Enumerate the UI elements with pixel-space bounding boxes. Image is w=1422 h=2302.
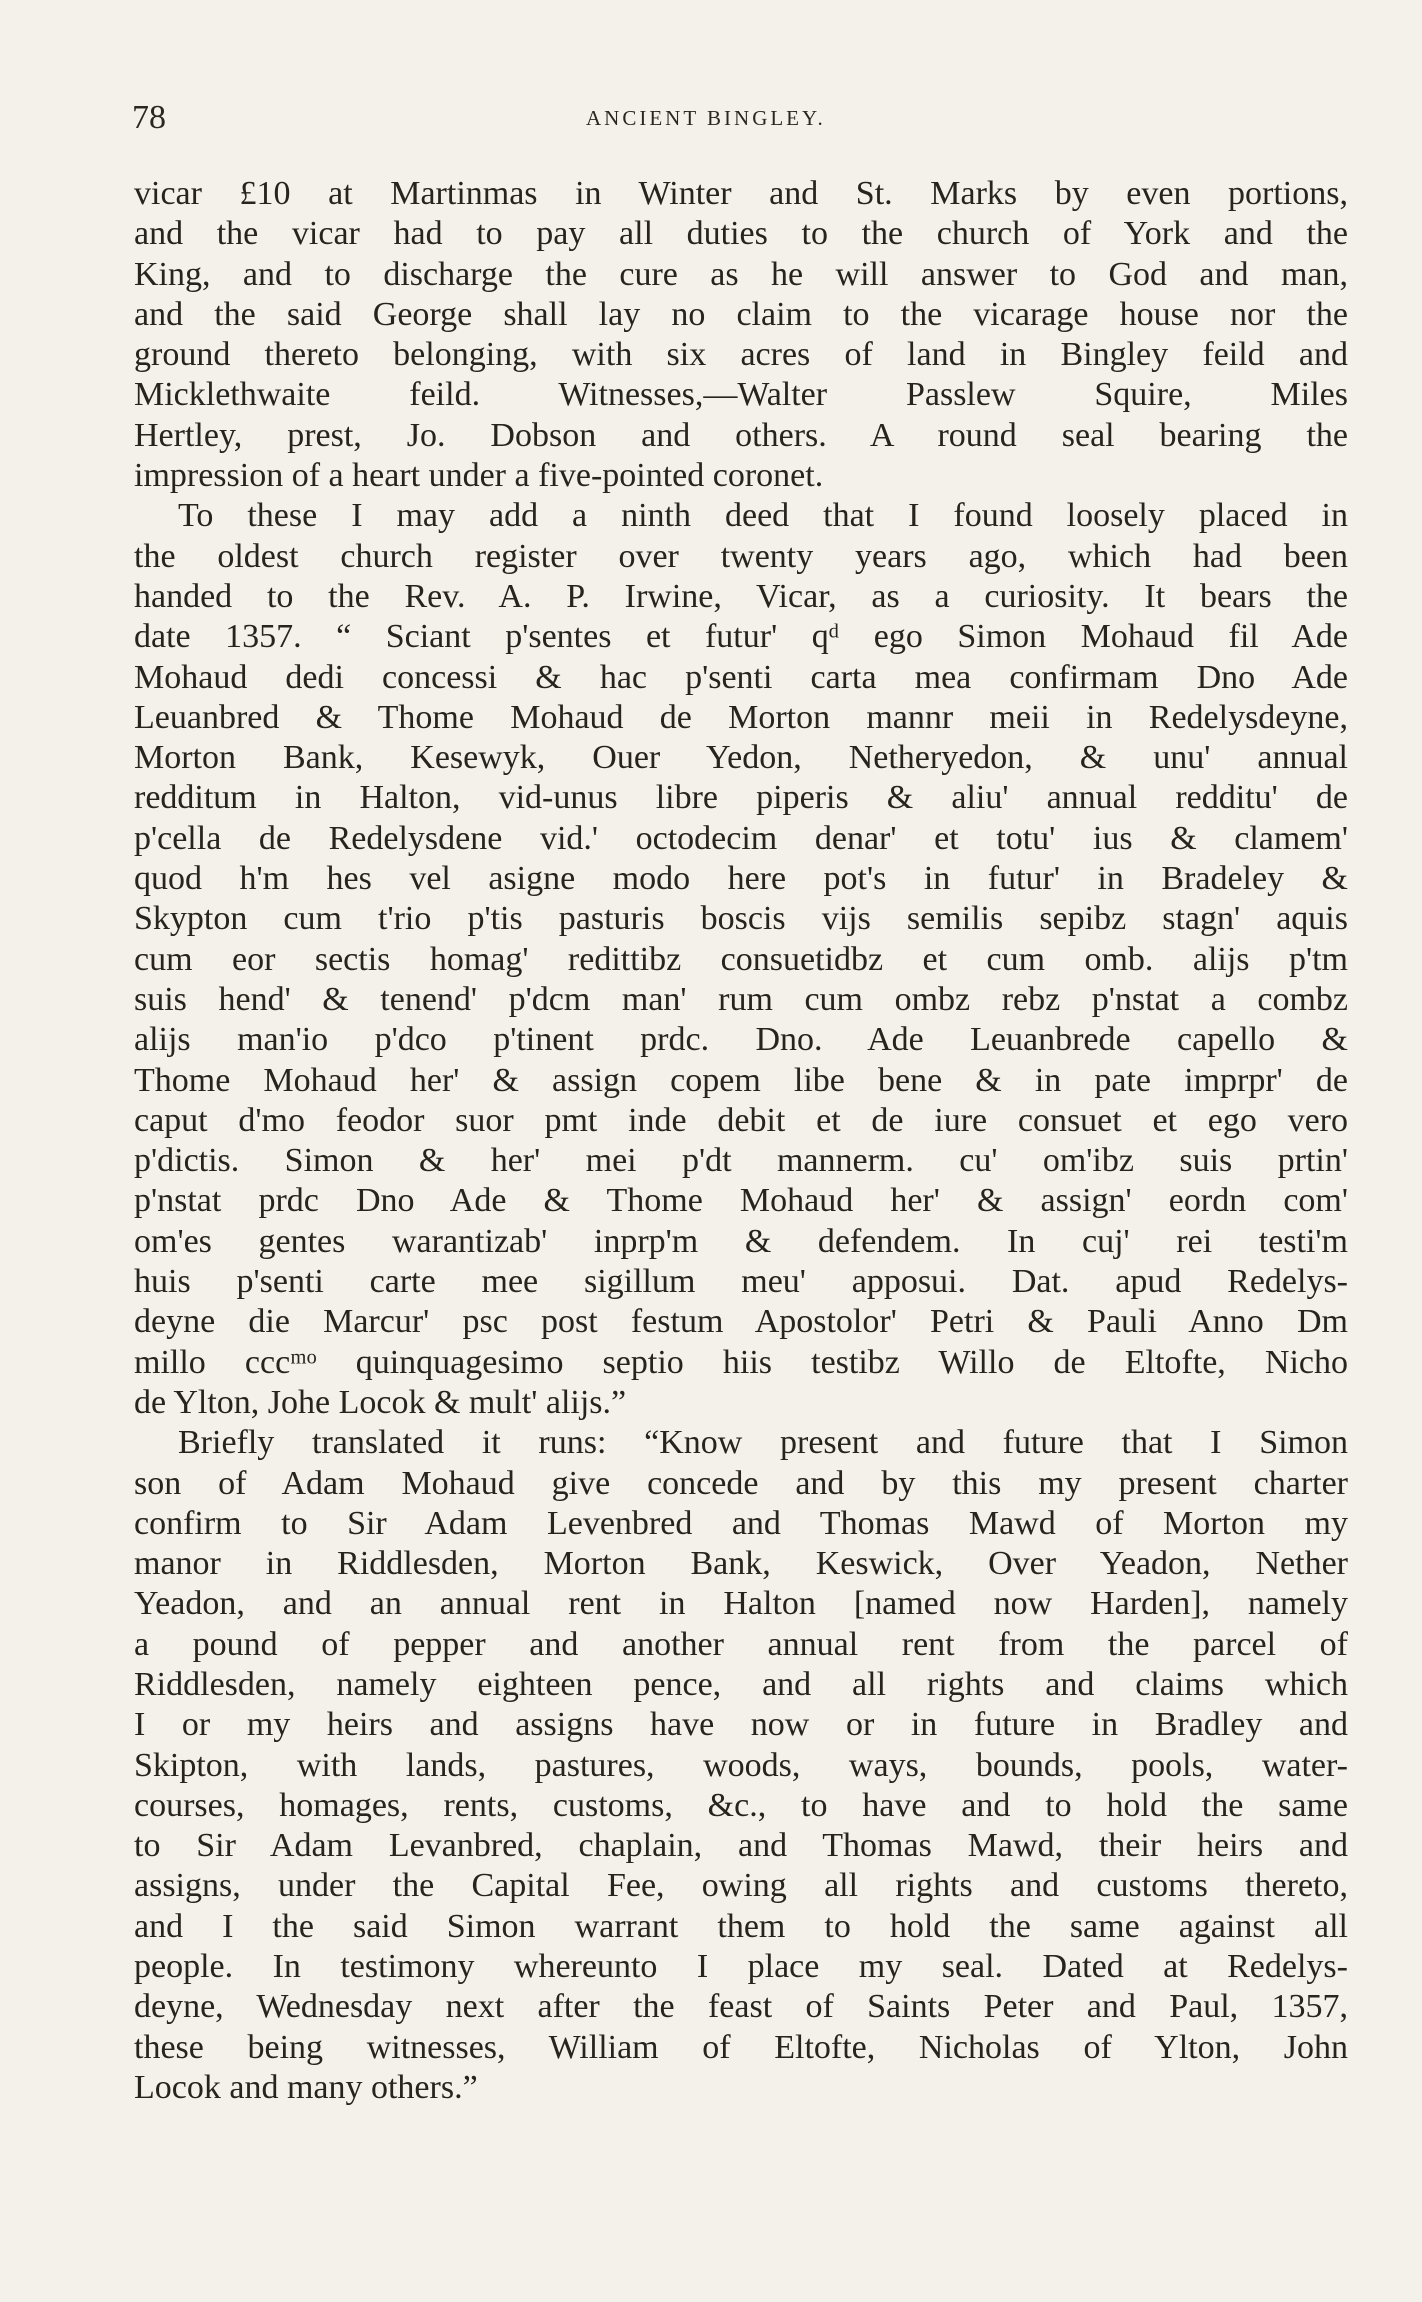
text-line: Skypton cum t'rio p'tis pasturis boscis vijs semilis sepibz stagn' aquis bbox=[134, 900, 1348, 938]
text-line: King, and to discharge the cure as he will answer to God and man, bbox=[134, 255, 1348, 293]
text-line: cum eor sectis homag' redittibz consuetidbz et cum omb. alijs p'tm bbox=[134, 940, 1348, 978]
text-line: Locok and many others.” bbox=[134, 2068, 478, 2106]
text-line: om'es gentes warantizab' inprp'm & defendem. In cuj' rei testi'm bbox=[134, 1222, 1348, 1260]
text-line: p'cella de Redelysdene vid.' octodecim denar' et totu' ius & clamem' bbox=[134, 819, 1348, 857]
text-line: millo cccᵐᵒ quinquagesimo septio hiis testibz Willo de Eltofte, Nicho bbox=[134, 1343, 1348, 1381]
text-line: Mohaud dedi concessi & hac p'senti carta mea confirmam Dno Ade bbox=[134, 658, 1348, 696]
text-line: to Sir Adam Levanbred, chaplain, and Thomas Mawd, their heirs and bbox=[134, 1827, 1348, 1865]
text-line: Riddlesden, namely eighteen pence, and all rights and claims which bbox=[134, 1665, 1348, 1703]
text-line: huis p'senti carte mee sigillum meu' apposui. Dat. apud Redelys- bbox=[134, 1263, 1348, 1301]
text-line: son of Adam Mohaud give concede and by this my present charter bbox=[134, 1464, 1348, 1502]
paragraph bbox=[134, 496, 1348, 1423]
text-line: deyne die Marcur' psc post festum Apostolor' Petri & Pauli Anno Dm bbox=[134, 1303, 1348, 1341]
text-line: de Ylton, Johe Locok & mult' alijs.” bbox=[134, 1383, 627, 1421]
text-line: and the vicar had to pay all duties to the church of York and the bbox=[134, 215, 1348, 253]
text-line: handed to the Rev. A. P. Irwine, Vicar, as a curiosity. It bears the bbox=[134, 577, 1348, 615]
text-line: Thome Mohaud her' & assign copem libe bene & in pate imprpr' de bbox=[134, 1061, 1348, 1099]
text-line: assigns, under the Capital Fee, owing all rights and customs thereto, bbox=[134, 1867, 1348, 1905]
text-line: I or my heirs and assigns have now or in future in Bradley and bbox=[134, 1706, 1348, 1744]
running-title: ANCIENT BINGLEY. bbox=[586, 106, 826, 130]
paragraph bbox=[134, 174, 1348, 496]
text-line: these being witnesses, William of Eltofte, Nicholas of Ylton, John bbox=[134, 2028, 1348, 2066]
text-line: To these I may add a ninth deed that I found loosely placed in bbox=[178, 497, 1348, 535]
text-line: Morton Bank, Kesewyk, Ouer Yedon, Netheryedon, & unu' annual bbox=[134, 739, 1348, 777]
text-line: Briefly translated it runs: “Know present and future that I Simon bbox=[178, 1424, 1348, 1462]
text-line: vicar £10 at Martinmas in Winter and St. Marks by even portions, bbox=[134, 175, 1348, 212]
text-line: courses, homages, rents, customs, &c., to have and to hold the same bbox=[134, 1786, 1348, 1824]
text-line: deyne, Wednesday next after the feast of Saints Peter and Paul, 1357, bbox=[134, 1988, 1348, 2026]
text-line: Hertley, prest, Jo. Dobson and others. A round seal bearing the bbox=[134, 416, 1348, 454]
text-line: caput d'mo feodor suor pmt inde debit et de iure consuet et ego vero bbox=[134, 1101, 1348, 1139]
body-text bbox=[134, 174, 1348, 2108]
text-line: redditum in Halton, vid-unus libre piperis & aliu' annual redditu' de bbox=[134, 779, 1348, 817]
text-line: a pound of pepper and another annual rent from the parcel of bbox=[134, 1625, 1348, 1663]
text-line: suis hend' & tenend' p'dcm man' rum cum ombz rebz p'nstat a combz bbox=[134, 980, 1348, 1018]
text-line: quod h'm hes vel asigne modo here pot's in futur' in Bradeley & bbox=[134, 860, 1348, 898]
text-line: and the said George shall lay no claim to the vicarage house nor the bbox=[134, 295, 1348, 333]
text-line: people. In testimony whereunto I place my seal. Dated at Redelys- bbox=[134, 1948, 1348, 1986]
text-line: manor in Riddlesden, Morton Bank, Keswick, Over Yeadon, Nether bbox=[134, 1545, 1348, 1583]
text-line: date 1357. “ Sciant p'sentes et futur' qᵈ ego Simon Mohaud fil Ade bbox=[134, 618, 1348, 656]
text-line: the oldest church register over twenty years ago, which had been bbox=[134, 537, 1348, 575]
text-line: impression of a heart under a five-pointed coronet. bbox=[134, 457, 824, 495]
running-head bbox=[132, 96, 1350, 140]
text-line: p'nstat prdc Dno Ade & Thome Mohaud her' & assign' eordn com' bbox=[134, 1182, 1348, 1220]
text-line: p'dictis. Simon & her' mei p'dt mannerm. cu' om'ibz suis prtin' bbox=[134, 1142, 1348, 1180]
text-line: Leuanbred & Thome Mohaud de Morton mannr meii in Redelysdeyne, bbox=[134, 698, 1348, 736]
paragraph bbox=[134, 1423, 1348, 2108]
text-line: Yeadon, and an annual rent in Halton [named now Harden], namely bbox=[134, 1585, 1348, 1623]
page-number: 78 bbox=[132, 99, 166, 136]
text-line: and I the said Simon warrant them to hold the same against all bbox=[134, 1907, 1348, 1945]
text-line: alijs man'io p'dco p'tinent prdc. Dno. Ade Leuanbrede capello & bbox=[134, 1021, 1348, 1059]
text-line: ground thereto belonging, with six acres of land in Bingley feild and bbox=[134, 336, 1348, 374]
text-line: confirm to Sir Adam Levenbred and Thomas Mawd of Morton my bbox=[134, 1504, 1348, 1542]
text-line: Micklethwaite feild. Witnesses,—Walter Passlew Squire, Miles bbox=[134, 376, 1348, 414]
text-line: Skipton, with lands, pastures, woods, ways, bounds, pools, water- bbox=[134, 1746, 1348, 1784]
